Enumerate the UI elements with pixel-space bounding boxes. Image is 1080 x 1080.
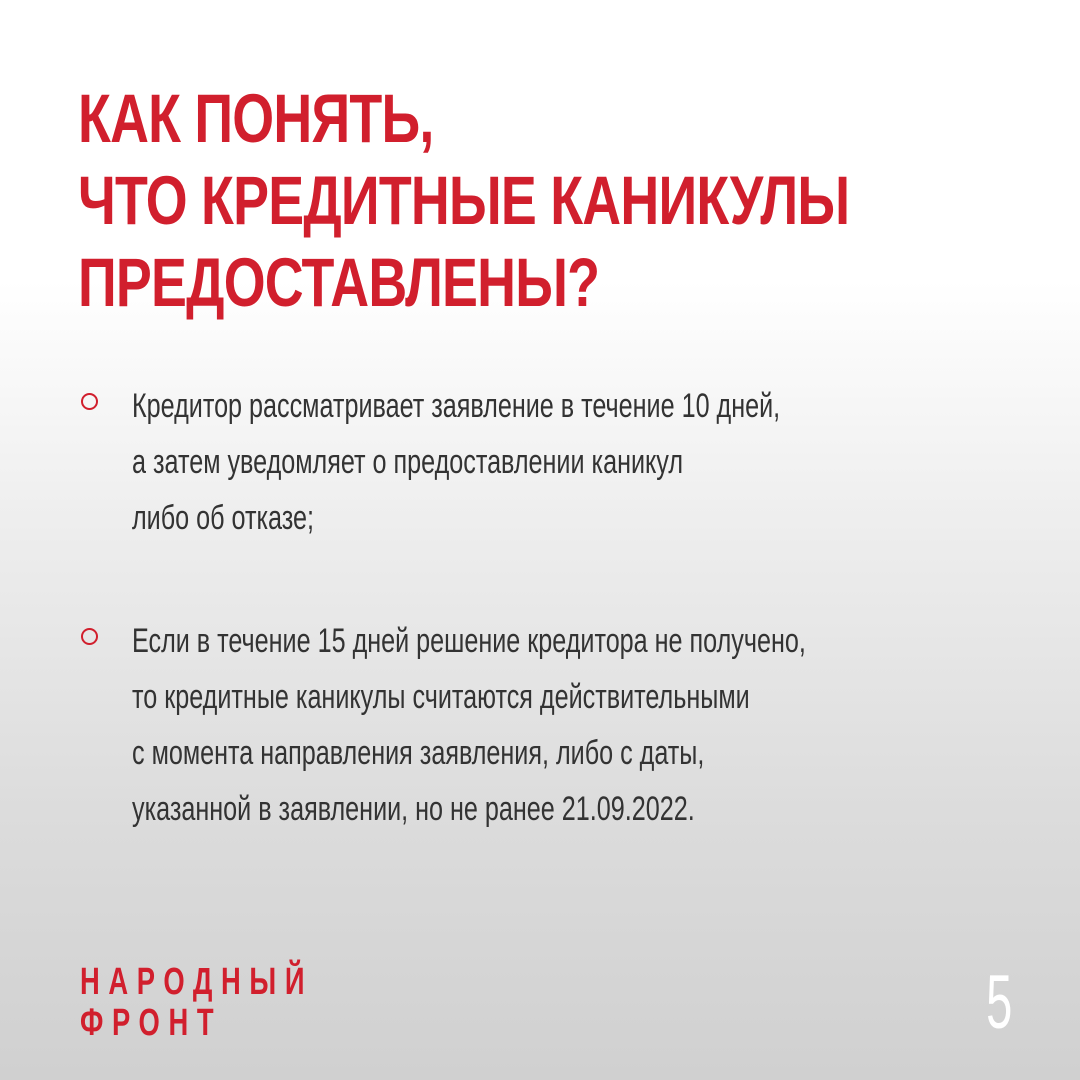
bullet-item: [78, 613, 1018, 837]
bullet-text: [132, 378, 788, 546]
logo-line: ФРОНТ: [80, 1002, 223, 1044]
bullet-line: а затем уведомляет о предоставлении каникул: [132, 443, 684, 481]
bullet-line: Кредитор рассматривает заявление в течение 10 дней,: [132, 387, 781, 425]
bullet-item: [78, 378, 1018, 546]
bullet-line: указанной в заявлении, но не ранее 21.09.2022.: [132, 790, 695, 828]
bullet-line: либо об отказе;: [132, 499, 314, 537]
logo: [80, 962, 313, 1044]
circle-outline-icon: [81, 393, 98, 410]
title-line: ПРЕДОСТАВЛЕНЫ?: [78, 244, 600, 321]
page-number: 5: [985, 960, 1012, 1045]
logo-line: НАРОДНЫЙ: [80, 961, 314, 1003]
circle-outline-icon: [81, 628, 98, 645]
bullet-text: [132, 613, 806, 837]
title-line: КАК ПОНЯТЬ,: [78, 80, 434, 157]
bullet-line: то кредитные каникулы считаются действительными: [132, 678, 750, 716]
bullet-line: с момента направления заявления, либо с даты,: [132, 734, 705, 772]
title-line: ЧТО КРЕДИТНЫЕ КАНИКУЛЫ: [78, 162, 850, 239]
bullet-line: Если в течение 15 дней решение кредитора не получено,: [132, 622, 806, 660]
page-title: [78, 78, 849, 324]
bullet-list: [78, 378, 1018, 837]
